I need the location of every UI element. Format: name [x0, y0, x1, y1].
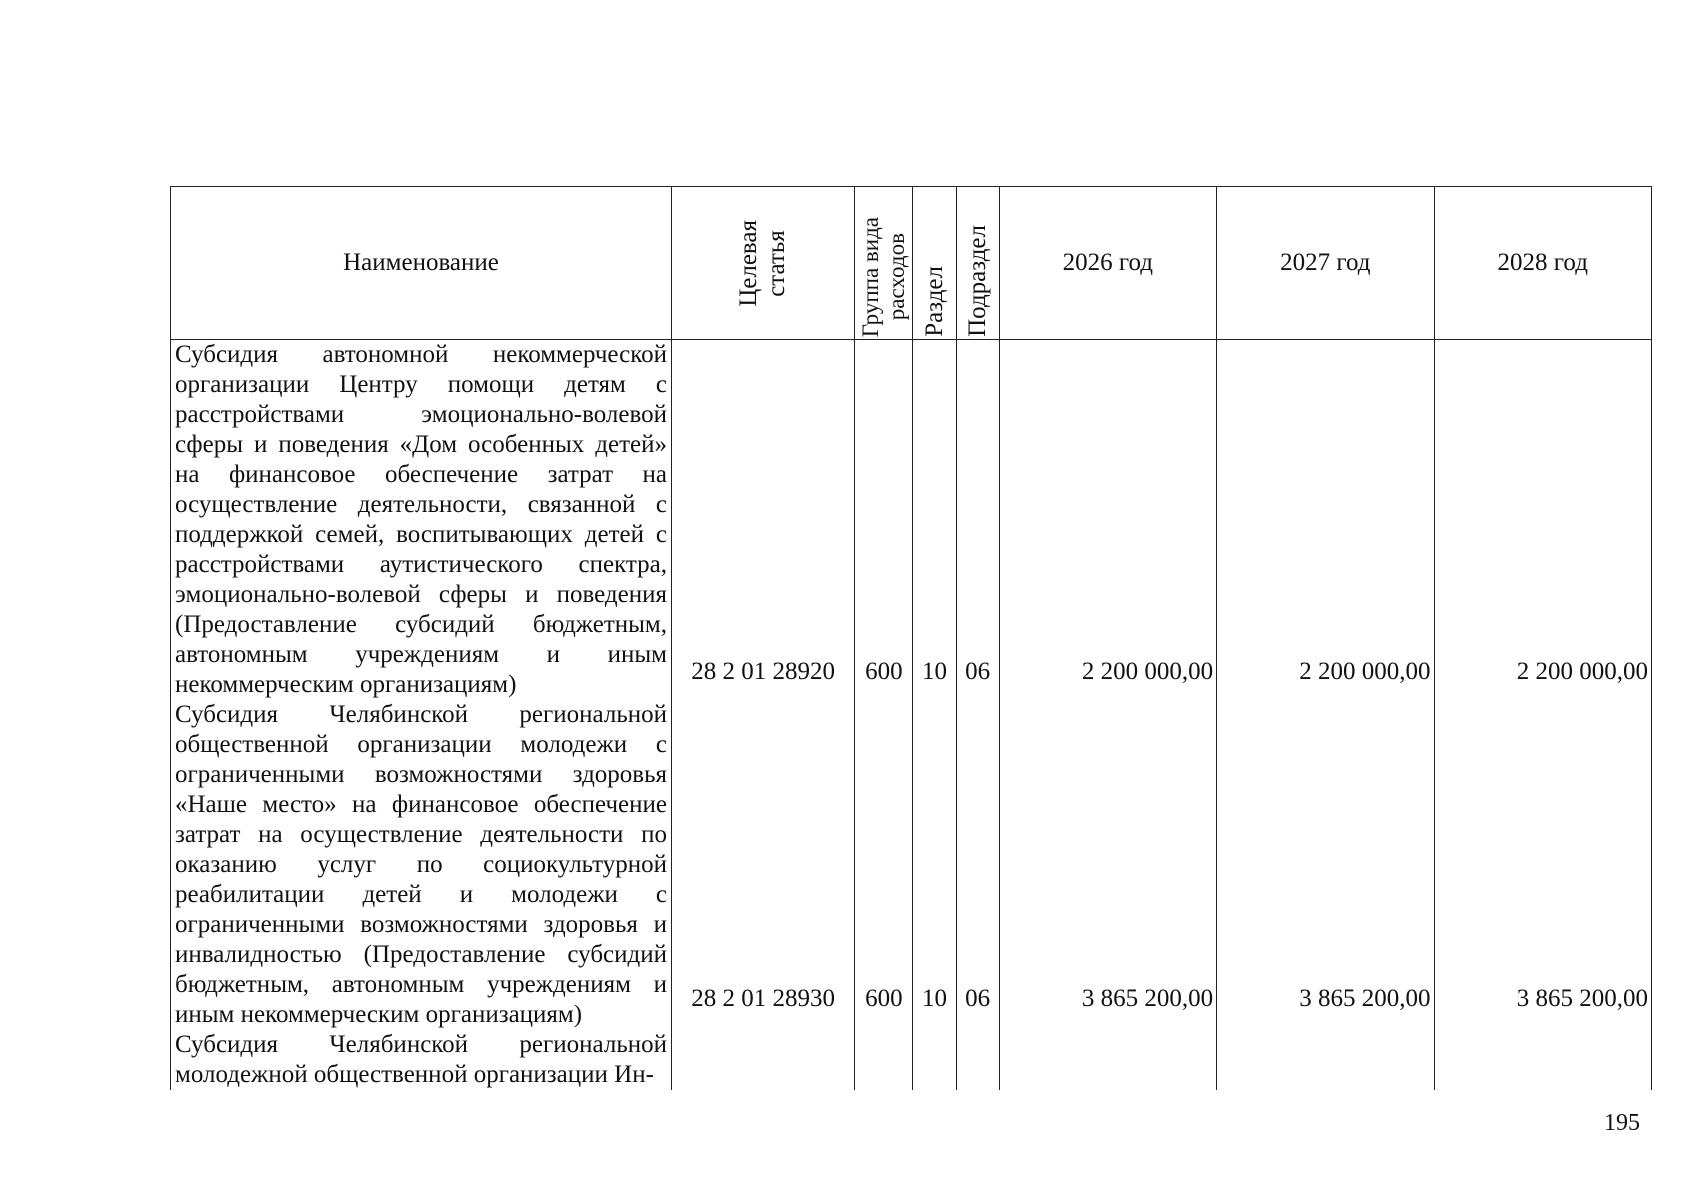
- row-2-section: 10: [922, 985, 947, 1012]
- expense-group-cell: [855, 340, 913, 1091]
- row-1-year-2026: 2 200 000,00: [1081, 658, 1214, 685]
- year-2027-cell: [1217, 340, 1434, 1091]
- row-1-subsection: 06: [965, 658, 991, 685]
- row-1-expense-group: 600: [865, 658, 903, 685]
- header-year-2027: 2027 год: [1217, 187, 1434, 340]
- page-number: 195: [1604, 1110, 1640, 1136]
- header-expense-group-line2: расходов: [883, 233, 909, 321]
- header-expense-group-line1: Группа вида: [857, 216, 883, 337]
- header-section: [913, 187, 956, 340]
- header-target-article-line1: Целевая: [735, 219, 763, 307]
- row-2-year-2026: 3 865 200,00: [1081, 985, 1214, 1012]
- row-2-name: Субсидия Челябинской региональной общественной организации молодежи с ограниченными возможностями здоровья «Наше место» на финансовое обеспечение затрат на осуществление деятельности по оказанию услуг по социокультурной реабилитации детей и молодежи с ограниченными возможностями здоровья и инвалидностью (Предоставление субсидий бюджетным, автономным учреждениям и иным некоммерческим организациям): [175, 701, 667, 1028]
- row-1-section: 10: [922, 658, 947, 685]
- row-1-name: Субсидия автономной некоммерческой организации Центру помощи детям с расстройствами эмоционально-волевой сферы и поведения «Дом особенных детей» на финансовое обеспечение затрат на осуществление деятельности, связанной с поддержкой семей, воспитывающих детей с расстройствами аутистического спектра, эмоционально-волевой сферы и поведения (Предоставление субсидий бюджетным, автономным учреждениям и иным некоммерческим организациям): [175, 341, 667, 698]
- table-body-row: [171, 340, 1652, 1091]
- header-year-2028: 2028 год: [1434, 187, 1652, 340]
- row-2-target-article: 28 2 01 28930: [691, 985, 836, 1012]
- budget-table: [170, 186, 1652, 1090]
- table-header-row: [171, 187, 1652, 340]
- year-2028-cell: [1434, 340, 1652, 1091]
- header-section-label: Раздел: [920, 266, 948, 337]
- row-1-year-2028: 2 200 000,00: [1516, 658, 1648, 685]
- section-cell: [913, 340, 956, 1091]
- row-1-year-2027: 2 200 000,00: [1299, 658, 1431, 685]
- header-year-2026: 2026 год: [999, 187, 1216, 340]
- row-2-expense-group: 600: [865, 985, 903, 1012]
- header-subsection: [956, 187, 999, 340]
- budget-table-wrapper: [170, 186, 1652, 1086]
- target-article-cell: [672, 340, 855, 1091]
- row-3-name: Субсидия Челябинской региональной молодежной общественной организации Ин-: [175, 1031, 667, 1088]
- header-expense-group: [855, 187, 913, 340]
- header-target-article: [672, 187, 855, 340]
- row-1-target-article: 28 2 01 28920: [691, 658, 836, 685]
- row-2-subsection: 06: [965, 985, 991, 1012]
- header-subsection-label: Подраздел: [963, 225, 991, 337]
- name-cell: [171, 340, 672, 1091]
- header-target-article-line2: статья: [763, 229, 791, 297]
- subsection-cell: [956, 340, 999, 1091]
- year-2026-cell: [999, 340, 1216, 1091]
- row-2-year-2027: 3 865 200,00: [1299, 985, 1431, 1012]
- header-name: Наименование: [171, 187, 672, 340]
- row-2-year-2028: 3 865 200,00: [1516, 985, 1648, 1012]
